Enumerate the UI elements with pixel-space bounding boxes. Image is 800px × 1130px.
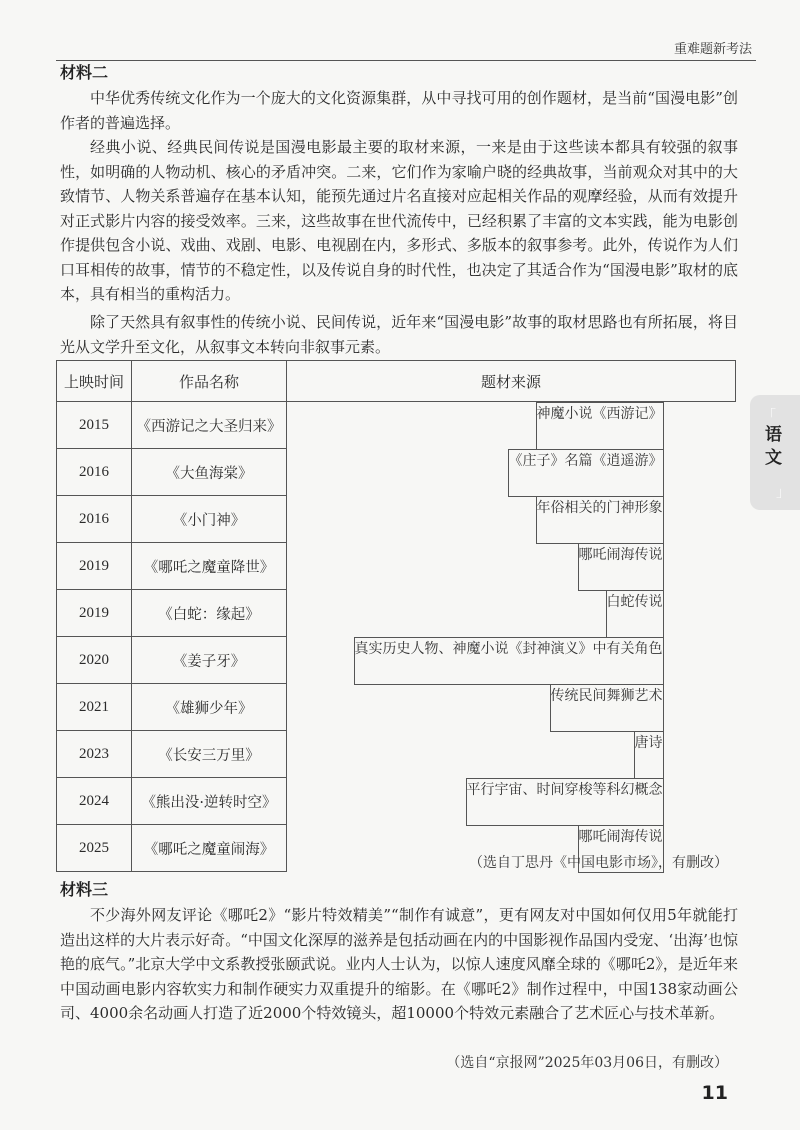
table-row [57, 449, 736, 496]
header-release-time: 上映时间 [57, 361, 132, 402]
title-cell: 《雄狮少年》 [132, 684, 287, 731]
source-cell: 年俗相关的门神形象 [536, 496, 664, 544]
table-header-row [57, 361, 736, 402]
material2-paragraph-3: 除了天然具有叙事性的传统小说、民间传说，近年来“国漫电影”故事的取材思路也有所拓展，将目光从文学升至文化，从叙事文本转向非叙事元素。 [60, 313, 738, 356]
title-cell: 《小门神》 [132, 496, 287, 543]
table-row [57, 496, 736, 543]
year-cell: 2020 [57, 637, 132, 684]
subject-label: 语文 [761, 425, 781, 471]
header-rule [56, 60, 756, 61]
table-row [57, 731, 736, 778]
year-cell: 2019 [57, 590, 132, 637]
table-row [57, 543, 736, 590]
title-cell: 《白蛇：缘起》 [132, 590, 287, 637]
source-cell: 传统民间舞狮艺术 [550, 684, 664, 732]
title-cell: 《哪吒之魔童降世》 [132, 543, 287, 590]
table-row [57, 637, 736, 684]
material3-heading: 材料三 [60, 880, 109, 899]
year-cell: 2019 [57, 543, 132, 590]
year-cell: 2021 [57, 684, 132, 731]
table-row [57, 402, 736, 449]
source-cell: 《庄子》名篇《逍遥游》 [508, 449, 664, 497]
title-cell: 《大鱼海棠》 [132, 449, 287, 496]
year-cell: 2015 [57, 402, 132, 449]
source-cell: 哪吒闹海传说 [578, 543, 664, 591]
title-cell: 《西游记之大圣归来》 [132, 402, 287, 449]
page-number: 11 [701, 1082, 728, 1104]
source-cell: 平行宇宙、时间穿梭等科幻概念 [466, 778, 664, 826]
source-cell: 真实历史人物、神魔小说《封神演义》中有关角色 [354, 637, 664, 685]
source-cell: 哪吒闹海传说 [578, 825, 664, 873]
running-header: 重难题新考法 [673, 42, 752, 57]
tab-bracket-bottom: 」 [776, 485, 790, 501]
material3-paragraph: 不少海外网友评论《哪吒2》“影片特效精美”“制作有诚意”，更有网友对中国如何仅用5年就能打造出这样的大片表示好奇。“中国文化深厚的滋养是包括动画在内的中国影视作品国内受宠、‘出海’也惊艳的底气。”北京大学中文系教授张颐武说。业内人士认为，以惊人速度风靡全球的《哪吒2》，是近年来中国动画电影内容软实力和制作硬实力双重提升的缩影。在《哪吒2》制作过程中，中国138家动画公司、4000余名动画人打造了近2000个特效镜头，超10000个特效元素融合了艺术匠心与技术革新。 [60, 906, 738, 1022]
table-row [57, 684, 736, 731]
tab-bracket-top: 「 [762, 408, 776, 424]
material2-source: （选自丁思丹《中国电影市场》，有删改） [469, 855, 728, 871]
table-row [57, 590, 736, 637]
table-row [57, 778, 736, 825]
year-cell: 2023 [57, 731, 132, 778]
year-cell: 2016 [57, 449, 132, 496]
title-cell: 《熊出没·逆转时空》 [132, 778, 287, 825]
source-cell: 神魔小说《西游记》 [536, 402, 664, 450]
material3-source: （选自“京报网”2025年03月06日，有删改） [446, 1055, 728, 1071]
source-cell: 白蛇传说 [606, 590, 664, 638]
year-cell: 2025 [57, 825, 132, 872]
title-cell: 《姜子牙》 [132, 637, 287, 684]
header-work-title: 作品名称 [132, 361, 287, 402]
year-cell: 2016 [57, 496, 132, 543]
material2-paragraph-2: 经典小说、经典民间传说是国漫电影最主要的取材来源，一来是由于这些读本都具有较强的叙事性，如明确的人物动机、核心的矛盾冲突。二来，它们作为家喻户晓的经典故事，当前观众对其中的大致情节、人物关系普遍存在基本认知，能预先通过片名直接对应起相关作品的观摩经验，从而有效提升对正式影片内容的接受效率。三来，这些故事在世代流传中，已经积累了丰富的文本实践，能为电影创作提供包含小说、戏曲、戏剧、电影、电视剧在内，多形式、多版本的叙事参考。此外，传说作为人们口耳相传的故事，情节的不稳定性，以及传说自身的时代性，也决定了其适合作为“国漫电影”取材的底本，具有相当的重构活力。 [60, 138, 738, 303]
title-cell: 《长安三万里》 [132, 731, 287, 778]
works-table [56, 360, 736, 872]
material2-paragraph-1: 中华优秀传统文化作为一个庞大的文化资源集群，从中寻找可用的创作题材，是当前“国漫电影”创作者的普遍选择。 [60, 89, 738, 132]
year-cell: 2024 [57, 778, 132, 825]
title-cell: 《哪吒之魔童闹海》 [132, 825, 287, 872]
material2-heading: 材料二 [60, 63, 109, 82]
source-cell: 唐诗 [634, 731, 664, 779]
header-subject-source: 题材来源 [287, 361, 736, 402]
subject-side-tab [750, 395, 800, 510]
